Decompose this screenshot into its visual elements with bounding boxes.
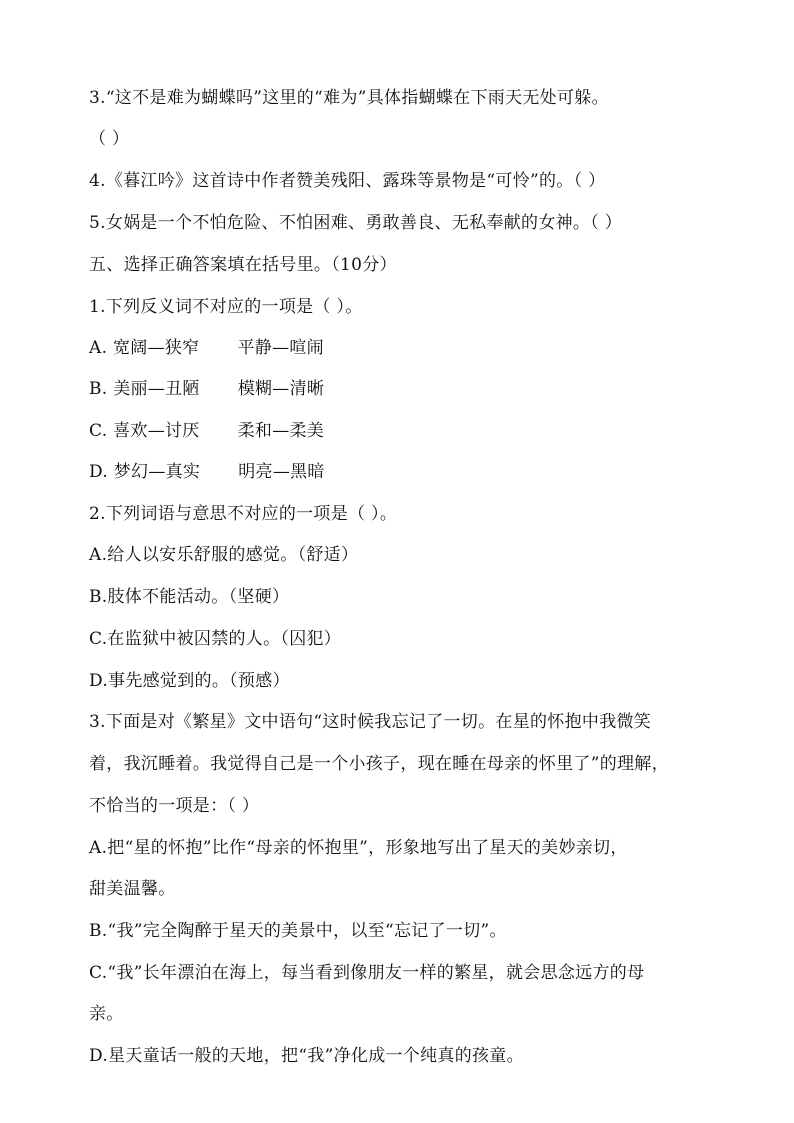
judgment-item-4: 4.《暮江吟》这首诗中作者赞美残阳、露珠等景物是“可怜”的。（ ） bbox=[89, 171, 606, 191]
option-c-pair-1: C. 喜欢—讨厌 bbox=[89, 421, 200, 441]
option-d-pair-2: 明亮—黑暗 bbox=[238, 462, 325, 482]
question-3-stem-line-1: 3.下面是对《繁星》文中语句“这时候我忘记了一切。在星的怀抱中我微笑 bbox=[89, 712, 652, 732]
judgment-item-5: 5.女娲是一个不怕危险、不怕困难、勇敢善良、无私奉献的女神。（ ） bbox=[89, 213, 623, 233]
question-3-option-c-line-2: 亲。 bbox=[89, 1004, 124, 1024]
question-2-stem: 2.下列词语与意思不对应的一项是（ ）。 bbox=[89, 504, 398, 524]
question-2-option-c: C.在监狱中被囚禁的人。（囚犯） bbox=[89, 629, 342, 649]
question-3-option-a-line-1: A.把“星的怀抱”比作“母亲的怀抱里”，形象地写出了星天的美妙亲切， bbox=[89, 838, 628, 858]
option-b-pair-2: 模糊—清晰 bbox=[237, 379, 325, 399]
question-2-option-d: D.事先感觉到的。（预感） bbox=[89, 671, 290, 691]
question-1-option-b bbox=[89, 377, 324, 401]
question-1-option-a bbox=[89, 336, 324, 360]
option-a-pair-2: 平静—喧闹 bbox=[237, 338, 324, 358]
question-2-option-b: B.肢体不能活动。（坚硬） bbox=[89, 587, 290, 607]
question-3-option-d: D.星天童话一般的天地，把“我”净化成一个纯真的孩童。 bbox=[89, 1046, 524, 1066]
option-d-pair-1: D. 梦幻—真实 bbox=[89, 462, 201, 482]
option-c-pair-2: 柔和—柔美 bbox=[237, 421, 325, 441]
judgment-item-3: 3.“这不是难为蝴蝶吗”这里的“难为”具体指蝴蝶在下雨天无处可躲。 bbox=[89, 88, 609, 108]
question-3-stem-line-2: 着，我沉睡着。我觉得自己是一个小孩子，现在睡在母亲的怀里了”的理解， bbox=[89, 754, 669, 774]
question-3-option-a-line-2: 甜美温馨。 bbox=[89, 879, 176, 899]
option-b-pair-1: B. 美丽—丑陋 bbox=[89, 379, 200, 399]
question-1-option-d bbox=[89, 460, 325, 484]
section-5-heading: 五、选择正确答案填在括号里。（10分） bbox=[89, 255, 397, 275]
judgment-item-3-bracket: （ ） bbox=[89, 129, 130, 149]
question-3-option-c-line-1: C.“我”长年漂泊在海上，每当看到像朋友一样的繁星，就会思念远方的母 bbox=[89, 963, 645, 983]
question-3-stem-line-3: 不恰当的一项是：（ ） bbox=[89, 796, 260, 816]
question-2-option-a: A.给人以安乐舒服的感觉。（舒适） bbox=[89, 545, 359, 565]
question-3-option-b: B.“我”完全陶醉于星天的美景中，以至“忘记了一切”。 bbox=[89, 921, 507, 941]
question-1-stem: 1.下列反义词不对应的一项是（ ）。 bbox=[89, 297, 363, 317]
option-a-pair-1: A. 宽阔—狭窄 bbox=[89, 338, 200, 358]
question-1-option-c bbox=[89, 419, 324, 443]
